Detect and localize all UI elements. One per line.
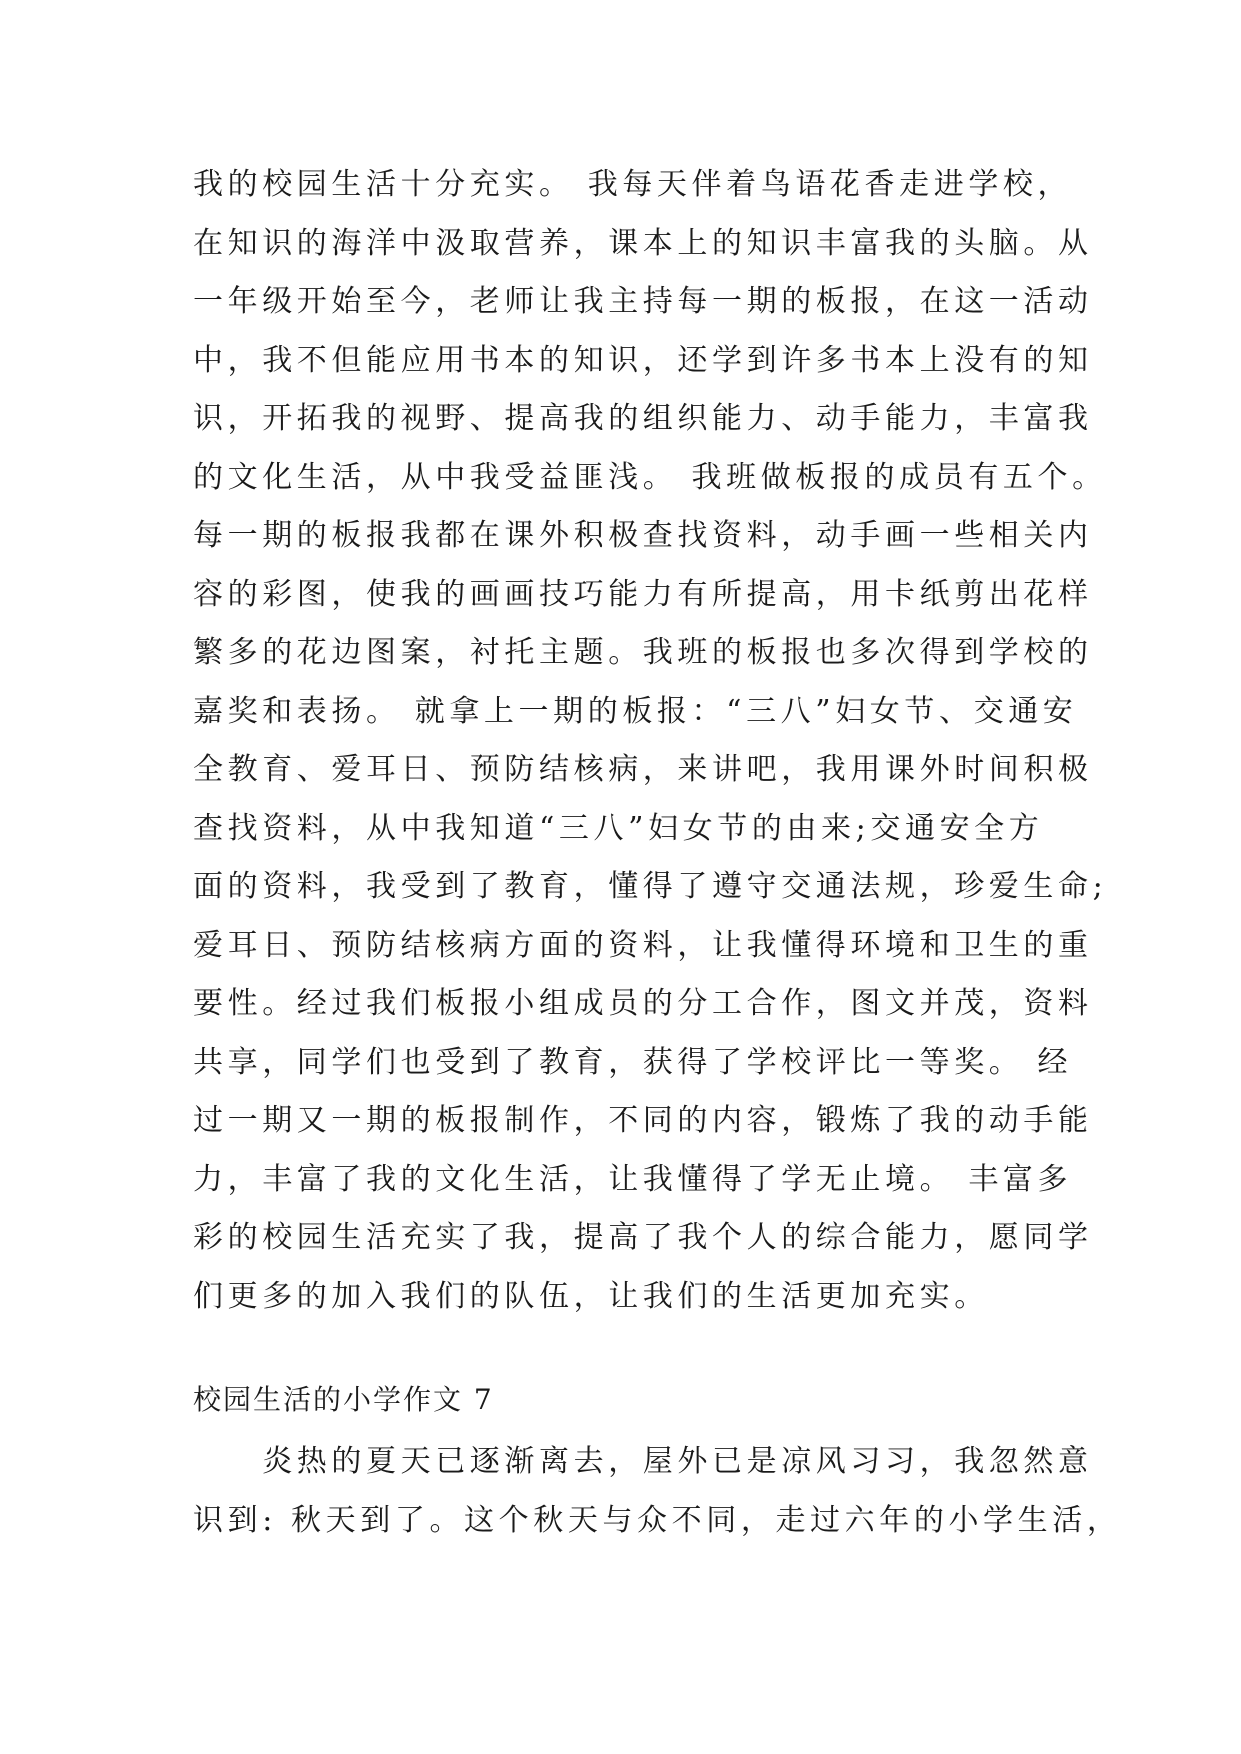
text-line: 在知识的海洋中汲取营养，课本上的知识丰富我的头脑。从 [193, 225, 1093, 261]
text-line: 中，我不但能应用书本的知识，还学到许多书本上没有的知 [193, 342, 1093, 378]
text-line: 的文化生活，从中我受益匪浅。 我班做板报的成员有五个。 [193, 459, 1107, 495]
text-line: 共享，同学们也受到了教育，获得了学校评比一等奖。 经 [193, 1044, 1073, 1080]
text-line: 爱耳日、预防结核病方面的资料，让我懂得环境和卫生的重 [193, 927, 1093, 963]
text-line: 识，开拓我的视野、提高我的组织能力、动手能力，丰富我 [193, 401, 1093, 436]
text-line: 要性。经过我们板报小组成员的分工合作，图文并茂，资料 [193, 986, 1093, 1021]
text-line: 一年级开始至今，老师让我主持每一期的板报，在这一活动 [193, 284, 1093, 319]
text-line: 们更多的加入我们的队伍，让我们的生活更加充实。 [193, 1278, 989, 1314]
text-line: 嘉奖和表扬。 就拿上一期的板报：“三八”妇女节、交通安 [193, 693, 1078, 729]
text-line: 容的彩图，使我的画画技巧能力有所提高，用卡纸剪出花样 [193, 576, 1093, 612]
text-line: 我的校园生活十分充实。 我每天伴着鸟语花香走进学校， [193, 167, 1073, 202]
text-line: 查找资料，从中我知道“三八”妇女节的由来;交通安全方 [193, 810, 1044, 846]
text-line: 繁多的花边图案，衬托主题。我班的板报也多次得到学校的 [193, 635, 1093, 670]
text-line: 全教育、爱耳日、预防结核病，来讲吧，我用课外时间积极 [193, 752, 1093, 787]
text-line: 炎热的夏天已逐渐离去，屋外已是凉风习习，我忽然意 [193, 1444, 1093, 1479]
text-line: 彩的校园生活充实了我，提高了我个人的综合能力，愿同学 [193, 1220, 1093, 1255]
section-heading-block [193, 1371, 1073, 1429]
text-line: 面的资料，我受到了教育，懂得了遵守交通法规，珍爱生命; [193, 869, 1108, 904]
text-line: 识到: 秋天到了。这个秋天与众不同，走过六年的小学生活， [193, 1502, 1122, 1538]
text-line: 力，丰富了我的文化生活，让我懂得了学无止境。 丰富多 [193, 1161, 1073, 1197]
text-line: 过一期又一期的板报制作，不同的内容，锻炼了我的动手能 [193, 1103, 1093, 1138]
essay-paragraph-1 [193, 156, 1108, 1326]
text-line: 每一期的板报我都在课外积极查找资料，动手画一些相关内 [193, 518, 1093, 553]
section-heading: 校园生活的小学作文 7 [193, 1383, 494, 1416]
essay-paragraph-2 [193, 1433, 1122, 1550]
